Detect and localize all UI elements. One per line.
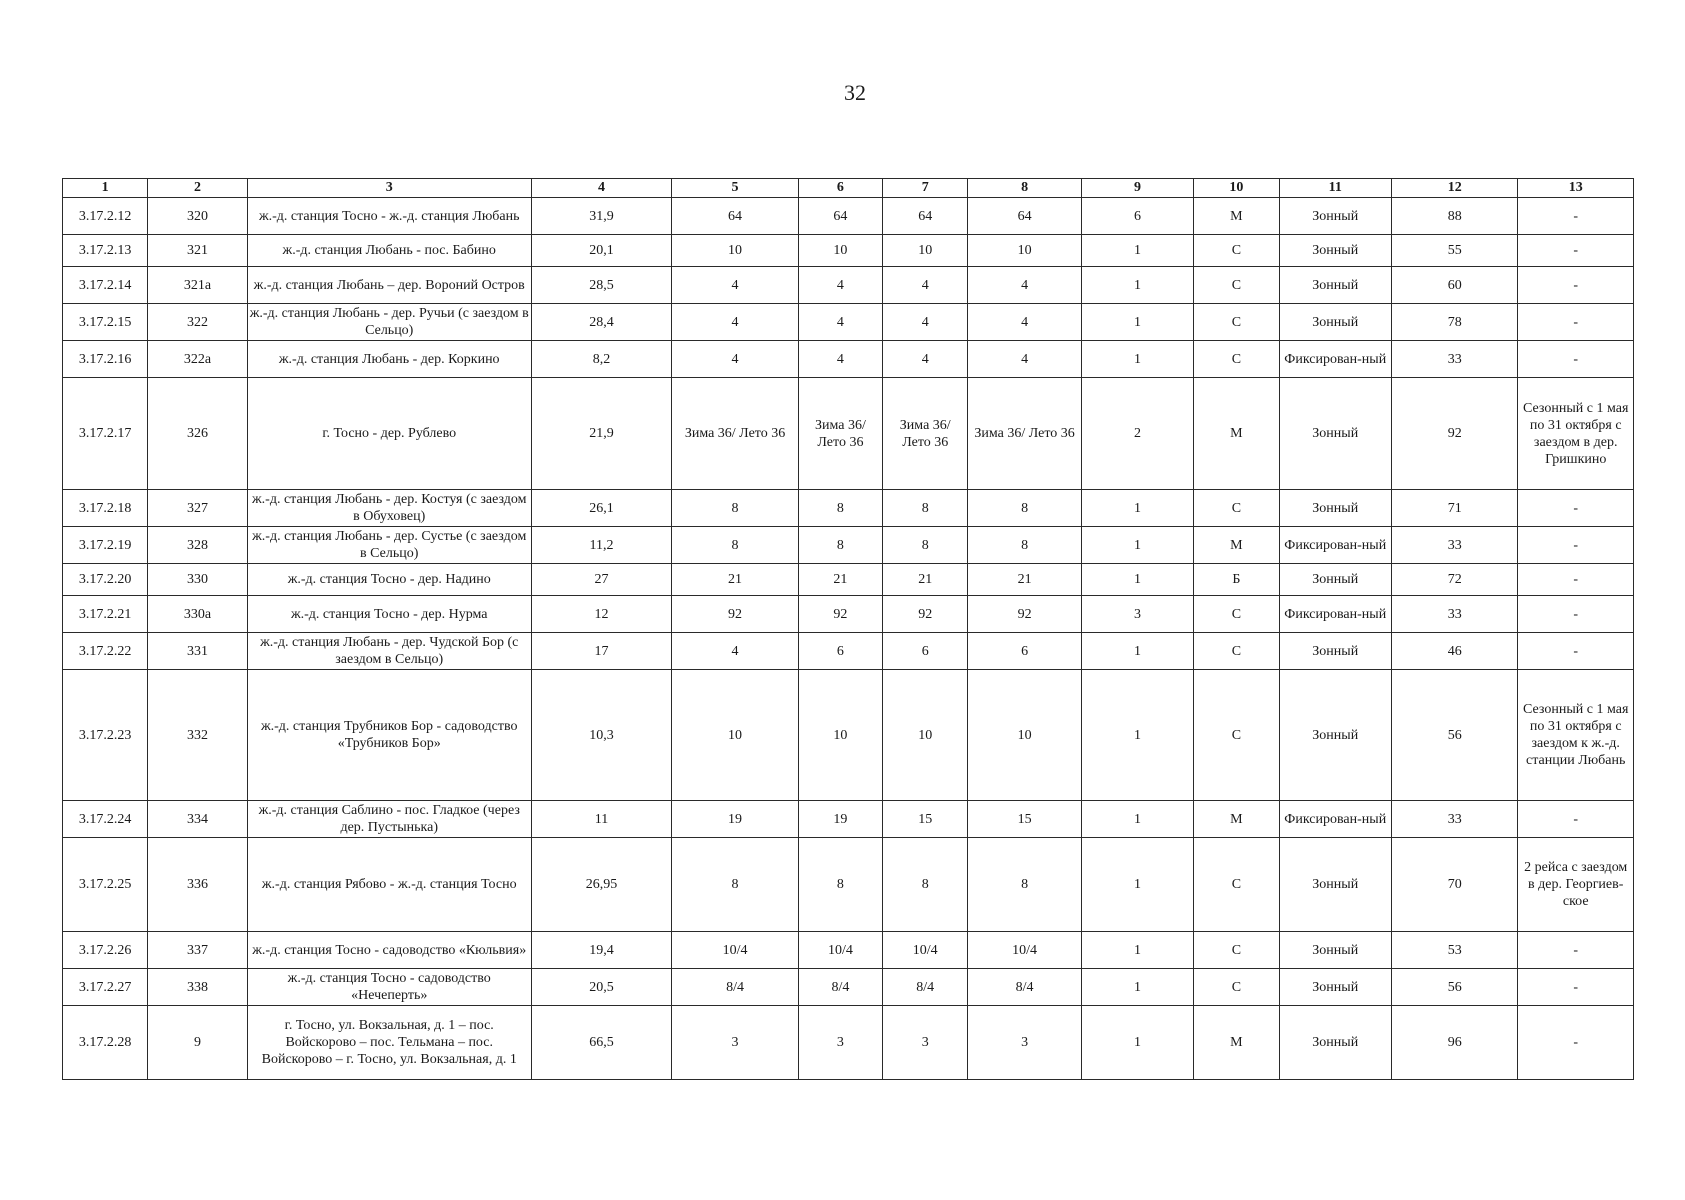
table-cell: 10 [883,670,968,801]
table-cell: ж.-д. станция Тосно - садоводство «Кюльвия» [247,932,531,969]
table-cell: 321а [148,267,247,304]
table-cell: 6 [968,633,1081,670]
table-cell: 4 [968,341,1081,378]
table-cell: Зонный [1279,304,1391,341]
table-cell: 8 [883,527,968,564]
table-cell: Сезонный с 1 мая по 31 октября с заездом в дер. Гришкино [1518,378,1634,490]
table-cell: - [1518,564,1634,596]
table-cell: 46 [1391,633,1517,670]
table-cell: С [1194,670,1279,801]
table-cell: 1 [1081,564,1193,596]
table-cell: 21 [883,564,968,596]
table-cell: 8 [672,527,798,564]
table-cell: 2 [1081,378,1193,490]
table-cell: 10 [883,235,968,267]
table-cell: 10/4 [672,932,798,969]
table-cell: 4 [672,633,798,670]
table-cell: - [1518,304,1634,341]
table-cell: 4 [672,304,798,341]
table-cell: 19,4 [531,932,672,969]
table-cell: 4 [798,267,882,304]
table-cell: 10,3 [531,670,672,801]
table-cell: 8 [672,838,798,932]
table-cell: 20,5 [531,969,672,1006]
table-cell: 1 [1081,838,1193,932]
table-cell: Зонный [1279,670,1391,801]
table-row [63,527,1634,564]
table-cell: 10/4 [798,932,882,969]
table-cell: 64 [672,198,798,235]
table-cell: 1 [1081,267,1193,304]
table-cell: 8 [968,490,1081,527]
table-cell: 322 [148,304,247,341]
table-cell: 3.17.2.28 [63,1006,148,1080]
table-cell: ж.-д. станция Любань - дер. Сустье (с заездом в Сельцо) [247,527,531,564]
table-cell: 88 [1391,198,1517,235]
table-cell: 6 [1081,198,1193,235]
table-cell: - [1518,267,1634,304]
table-cell: 8 [798,490,882,527]
table-cell: - [1518,235,1634,267]
table-cell: 322а [148,341,247,378]
table-cell: 4 [883,341,968,378]
table-cell: 2 рейса с заездом в дер. Георгиев-ское [1518,838,1634,932]
table-cell: 3.17.2.13 [63,235,148,267]
table-cell: 70 [1391,838,1517,932]
routes-table [62,178,1634,1080]
table-cell: ж.-д. станция Тосно - садоводство «Нечеперть» [247,969,531,1006]
table-cell: 1 [1081,235,1193,267]
table-cell: Зонный [1279,564,1391,596]
table-cell: Фиксирован-ный [1279,527,1391,564]
table-cell: ж.-д. станция Трубников Бор - садоводство «Трубников Бор» [247,670,531,801]
table-cell: 3.17.2.16 [63,341,148,378]
table-cell: 78 [1391,304,1517,341]
table-cell: 3.17.2.15 [63,304,148,341]
table-cell: 92 [883,596,968,633]
table-cell: С [1194,969,1279,1006]
column-header: 11 [1279,179,1391,198]
table-cell: 1 [1081,304,1193,341]
table-row [63,596,1634,633]
table-cell: г. Тосно, ул. Вокзальная, д. 1 – пос. Войскорово – пос. Тельмана – пос. Войскорово – г. Тосно, ул. Вокзальная, д. 1 [247,1006,531,1080]
table-cell: 338 [148,969,247,1006]
table-cell: М [1194,378,1279,490]
table-cell: 10/4 [883,932,968,969]
table-cell: ж.-д. станция Любань - дер. Костуя (с заездом в Обуховец) [247,490,531,527]
table-cell: С [1194,235,1279,267]
column-header: 4 [531,179,672,198]
table-row [63,378,1634,490]
table-cell: ж.-д. станция Любань – дер. Вороний Остров [247,267,531,304]
table-row [63,1006,1634,1080]
table-cell: 26,1 [531,490,672,527]
table-cell: 17 [531,633,672,670]
header-row [63,179,1634,198]
table-cell: 1 [1081,670,1193,801]
table-cell: 4 [672,267,798,304]
table-body [63,198,1634,1080]
table-cell: 3 [883,1006,968,1080]
table-cell: Фиксирован-ный [1279,801,1391,838]
table-cell: 8/4 [798,969,882,1006]
table-cell: 21 [968,564,1081,596]
table-cell: 64 [883,198,968,235]
table-cell: 9 [148,1006,247,1080]
table-cell: - [1518,198,1634,235]
table-cell: Зонный [1279,1006,1391,1080]
table-cell: 334 [148,801,247,838]
table-cell: Зима 36/ Лето 36 [968,378,1081,490]
table-cell: М [1194,801,1279,838]
table-cell: 20,1 [531,235,672,267]
table-cell: 10 [968,235,1081,267]
table-cell: 336 [148,838,247,932]
table-cell: 3.17.2.24 [63,801,148,838]
table-cell: Зима 36/ Лето 36 [883,378,968,490]
table-cell: 53 [1391,932,1517,969]
table-cell: 60 [1391,267,1517,304]
table-cell: Зонный [1279,267,1391,304]
table-cell: 8/4 [672,969,798,1006]
table-cell: Фиксирован-ный [1279,596,1391,633]
table-cell: 321 [148,235,247,267]
table-cell: 326 [148,378,247,490]
table-cell: 10 [798,235,882,267]
table-cell: 10/4 [968,932,1081,969]
table-cell: С [1194,490,1279,527]
table-cell: 10 [798,670,882,801]
table-cell: 4 [883,267,968,304]
table-cell: 8 [968,527,1081,564]
table-cell: 337 [148,932,247,969]
table-cell: - [1518,969,1634,1006]
table-cell: С [1194,838,1279,932]
table-cell: Зонный [1279,490,1391,527]
table-cell: 8/4 [968,969,1081,1006]
table-cell: Зонный [1279,932,1391,969]
table-cell: 21 [798,564,882,596]
table-cell: 4 [798,304,882,341]
table-cell: 66,5 [531,1006,672,1080]
table-cell: 8 [798,838,882,932]
table-row [63,267,1634,304]
table-cell: М [1194,1006,1279,1080]
table-cell: 4 [883,304,968,341]
table-cell: 6 [883,633,968,670]
table-cell: С [1194,304,1279,341]
column-header: 9 [1081,179,1193,198]
column-header: 8 [968,179,1081,198]
table-cell: 1 [1081,490,1193,527]
table-cell: 11 [531,801,672,838]
table-cell: 33 [1391,596,1517,633]
table-row [63,490,1634,527]
table-cell: ж.-д. станция Тосно - дер. Нурма [247,596,531,633]
table-cell: С [1194,267,1279,304]
table-cell: Зонный [1279,969,1391,1006]
table-cell: 320 [148,198,247,235]
table-cell: 3 [968,1006,1081,1080]
table-cell: ж.-д. станция Тосно - ж.-д. станция Любань [247,198,531,235]
table-cell: 1 [1081,932,1193,969]
column-header: 5 [672,179,798,198]
table-cell: 92 [1391,378,1517,490]
column-header: 3 [247,179,531,198]
table-cell: - [1518,596,1634,633]
table-cell: 71 [1391,490,1517,527]
table-cell: М [1194,198,1279,235]
table-cell: 21 [672,564,798,596]
table-cell: 8 [883,838,968,932]
table-row [63,304,1634,341]
table-cell: 328 [148,527,247,564]
table-cell: 3.17.2.22 [63,633,148,670]
table-cell: 19 [672,801,798,838]
table-cell: 3.17.2.19 [63,527,148,564]
table-cell: 4 [968,267,1081,304]
table-cell: Фиксирован-ный [1279,341,1391,378]
table-cell: Зима 36/ Лето 36 [798,378,882,490]
table-cell: 3.17.2.27 [63,969,148,1006]
table-cell: 4 [672,341,798,378]
table-cell: 3.17.2.14 [63,267,148,304]
table-cell: 56 [1391,670,1517,801]
table-cell: - [1518,633,1634,670]
table-cell: 330а [148,596,247,633]
table-cell: 8,2 [531,341,672,378]
table-cell: Зонный [1279,198,1391,235]
table-cell: Зонный [1279,838,1391,932]
table-cell: 1 [1081,801,1193,838]
table-cell: 3.17.2.26 [63,932,148,969]
table-row [63,969,1634,1006]
table-cell: 10 [968,670,1081,801]
column-header: 1 [63,179,148,198]
table-cell: 11,2 [531,527,672,564]
table-cell: 1 [1081,527,1193,564]
table-cell: ж.-д. станция Любань - дер. Ручьи (с заездом в Сельцо) [247,304,531,341]
table-cell: 330 [148,564,247,596]
table-cell: г. Тосно - дер. Рублево [247,378,531,490]
table-cell: С [1194,633,1279,670]
table-cell: Б [1194,564,1279,596]
table-cell: 3 [798,1006,882,1080]
table-cell: 8/4 [883,969,968,1006]
column-header: 6 [798,179,882,198]
table-cell: - [1518,527,1634,564]
table-cell: 12 [531,596,672,633]
table-row [63,633,1634,670]
table-row [63,235,1634,267]
table-cell: 3.17.2.17 [63,378,148,490]
table-cell: С [1194,341,1279,378]
table-cell: 72 [1391,564,1517,596]
table-cell: М [1194,527,1279,564]
table-row [63,801,1634,838]
table-cell: 96 [1391,1006,1517,1080]
table-cell: 331 [148,633,247,670]
table-cell: 3.17.2.18 [63,490,148,527]
table-cell: 4 [968,304,1081,341]
table-cell: 28,5 [531,267,672,304]
column-header: 12 [1391,179,1517,198]
table-cell: ж.-д. станция Любань - дер. Чудской Бор (с заездом в Сельцо) [247,633,531,670]
table-cell: 28,4 [531,304,672,341]
table-cell: 21,9 [531,378,672,490]
table-row [63,198,1634,235]
table-cell: 31,9 [531,198,672,235]
table-cell: 6 [798,633,882,670]
table-row [63,564,1634,596]
table-cell: 3 [672,1006,798,1080]
table-cell: 3.17.2.20 [63,564,148,596]
table-cell: 10 [672,235,798,267]
table-cell: 33 [1391,801,1517,838]
table-cell: 8 [968,838,1081,932]
table-cell: 10 [672,670,798,801]
table-cell: 1 [1081,341,1193,378]
table-cell: 327 [148,490,247,527]
table-cell: - [1518,1006,1634,1080]
table-cell: 332 [148,670,247,801]
table-row [63,341,1634,378]
table-cell: 92 [798,596,882,633]
table-cell: 1 [1081,969,1193,1006]
table-cell: 15 [883,801,968,838]
table-cell: Зонный [1279,378,1391,490]
table-cell: - [1518,801,1634,838]
table-cell: Зонный [1279,633,1391,670]
table-row [63,670,1634,801]
table-cell: 92 [672,596,798,633]
table-cell: 15 [968,801,1081,838]
table-cell: 92 [968,596,1081,633]
table-cell: С [1194,932,1279,969]
table-cell: ж.-д. станция Любань - пос. Бабино [247,235,531,267]
column-header: 10 [1194,179,1279,198]
table-cell: - [1518,341,1634,378]
table-cell: ж.-д. станция Саблино - пос. Гладкое (через дер. Пустынька) [247,801,531,838]
table-cell: - [1518,490,1634,527]
table-cell: 1 [1081,1006,1193,1080]
table-cell: Сезонный с 1 мая по 31 октября с заездом к ж.-д. станции Любань [1518,670,1634,801]
column-header: 7 [883,179,968,198]
table-cell: 8 [798,527,882,564]
table-cell: 27 [531,564,672,596]
table-cell: 33 [1391,527,1517,564]
table-cell: ж.-д. станция Рябово - ж.-д. станция Тосно [247,838,531,932]
column-header: 13 [1518,179,1634,198]
table-cell: 3 [1081,596,1193,633]
table-cell: 3.17.2.23 [63,670,148,801]
table-cell: ж.-д. станция Тосно - дер. Надино [247,564,531,596]
table-cell: 8 [672,490,798,527]
table-cell: 33 [1391,341,1517,378]
table-cell: 64 [798,198,882,235]
table-cell: С [1194,596,1279,633]
table-cell: 56 [1391,969,1517,1006]
table-row [63,932,1634,969]
table-cell: 4 [798,341,882,378]
table-cell: 8 [883,490,968,527]
table-cell: Зонный [1279,235,1391,267]
table-cell: 26,95 [531,838,672,932]
column-header: 2 [148,179,247,198]
page-number: 32 [844,80,866,105]
table-row [63,838,1634,932]
table-cell: Зима 36/ Лето 36 [672,378,798,490]
table-cell: - [1518,932,1634,969]
table-cell: 19 [798,801,882,838]
table-cell: 55 [1391,235,1517,267]
table-cell: ж.-д. станция Любань - дер. Коркино [247,341,531,378]
table-cell: 1 [1081,633,1193,670]
table-cell: 3.17.2.12 [63,198,148,235]
table-cell: 64 [968,198,1081,235]
table-cell: 3.17.2.25 [63,838,148,932]
table-cell: 3.17.2.21 [63,596,148,633]
